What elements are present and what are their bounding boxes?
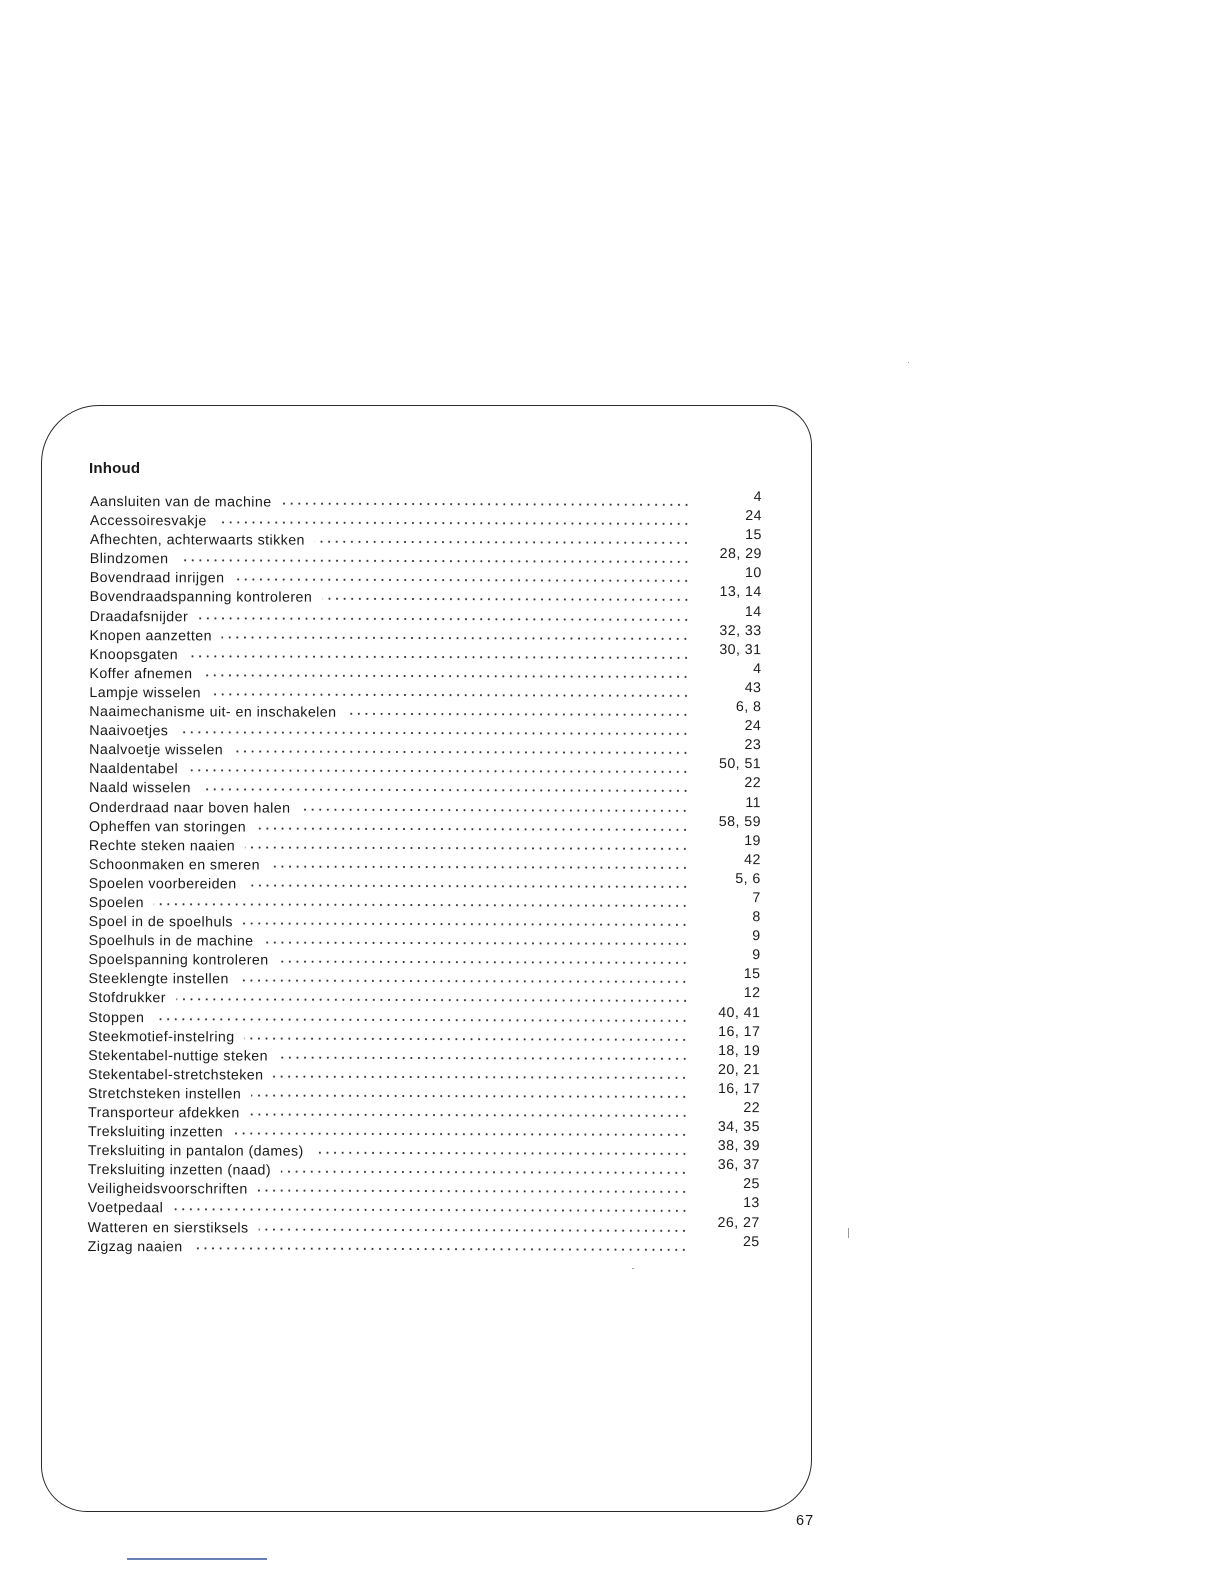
toc-entry-label: Stoppen — [88, 1009, 145, 1026]
dot-leader — [314, 1151, 688, 1156]
toc-entry — [88, 1004, 761, 1031]
toc-entry-page: 25 — [742, 1233, 760, 1250]
toc-entry-page: 23 — [744, 737, 762, 754]
toc-entry-page: 40, 41 — [718, 1004, 761, 1021]
dot-leader — [258, 1189, 688, 1194]
toc-entry-page: 58, 59 — [718, 813, 761, 830]
dot-leader — [178, 730, 689, 736]
toc-entry — [89, 565, 762, 591]
toc-entry — [88, 851, 761, 878]
toc-entry-page: 30, 31 — [719, 641, 762, 658]
toc-entry-label: Spoelen — [88, 894, 144, 912]
toc-list — [87, 489, 763, 1260]
dot-leader — [256, 826, 689, 831]
toc-heading: Inhoud — [89, 460, 141, 477]
toc-entry — [89, 737, 762, 763]
toc-entry — [89, 508, 762, 534]
toc-entry — [89, 775, 762, 801]
dot-leader — [245, 845, 689, 850]
dot-leader — [279, 960, 689, 965]
dot-leader — [173, 1208, 687, 1214]
toc-entry-label: Naalvoetje wisselen — [89, 742, 224, 759]
toc-entry-page: 15 — [743, 966, 761, 983]
toc-entry-page: 12 — [743, 985, 761, 1002]
toc-entry — [88, 832, 761, 859]
toc-entry-page: 5, 6 — [735, 870, 761, 887]
dot-leader — [251, 1093, 688, 1098]
dot-leader — [188, 654, 689, 660]
toc-entry-label: Voetpedaal — [87, 1200, 164, 1217]
toc-entry — [88, 947, 761, 973]
toc-entry-label: Spoelhuls in de machine — [88, 933, 254, 950]
toc-entry-page: 22 — [744, 775, 762, 792]
toc-entry-label: Rechte steken naaien — [88, 837, 236, 855]
dot-leader — [234, 578, 689, 583]
toc-entry — [88, 1080, 761, 1107]
dot-leader — [198, 616, 689, 622]
toc-entry — [89, 603, 762, 630]
toc-entry-label: Watteren en sierstiksels — [87, 1219, 249, 1237]
toc-entry — [88, 1061, 761, 1088]
toc-entry-page: 22 — [743, 1100, 761, 1117]
dot-leader — [239, 979, 689, 984]
toc-entry — [88, 813, 761, 840]
toc-entry — [88, 870, 761, 897]
toc-entry-page: 11 — [745, 794, 762, 811]
toc-entry-label: Accessoiresvakje — [89, 513, 207, 530]
dot-leader — [188, 769, 689, 775]
dot-leader — [233, 1132, 688, 1137]
toc-entry-page: 24 — [744, 718, 762, 735]
toc-entry-label: Knoopsgaten — [89, 646, 179, 664]
toc-entry — [87, 1138, 760, 1164]
toc-entry-page: 6, 8 — [735, 699, 762, 716]
dot-leader — [222, 635, 690, 640]
toc-entry-label: Steekmotief-instelring — [88, 1028, 235, 1046]
dot-leader — [178, 559, 689, 565]
toc-entry-label: Naald wisselen — [89, 780, 191, 797]
toc-entry — [87, 1233, 760, 1260]
toc-entry-page: 8 — [752, 909, 761, 926]
dot-leader — [300, 807, 689, 812]
toc-entry — [89, 660, 762, 687]
toc-entry-label: Stofdrukker — [88, 990, 166, 1007]
dot-leader — [201, 788, 689, 794]
toc-entry-page: 50, 51 — [718, 756, 762, 773]
toc-entry — [88, 909, 761, 935]
dot-leader — [193, 1246, 688, 1252]
toc-entry — [87, 1176, 760, 1202]
toc-entry — [89, 699, 762, 725]
toc-entry-label: Lampje wisselen — [89, 684, 202, 702]
toc-entry-label: Spoelen voorbereiden — [88, 875, 237, 893]
toc-entry-page: 34, 35 — [717, 1119, 761, 1136]
toc-entry-page: 25 — [743, 1176, 760, 1193]
toc-entry-label: Naaivoetjes — [89, 723, 169, 740]
toc-entry-page: 15 — [745, 527, 762, 544]
toc-entry — [89, 622, 762, 649]
dot-leader — [281, 1170, 688, 1175]
dot-leader — [233, 750, 689, 755]
toc-entry-label: Veiligheidsvoorschriften — [87, 1181, 248, 1198]
toc-entry-label: Naaldentabel — [89, 761, 179, 778]
toc-entry — [89, 489, 763, 515]
toc-entry — [88, 890, 761, 916]
dot-leader — [217, 520, 690, 525]
toc-entry-label: Stekentabel-nuttige steken — [88, 1047, 268, 1065]
toc-entry-page: 26, 27 — [717, 1214, 760, 1231]
toc-entry-page: 42 — [744, 851, 761, 868]
toc-entry-page: 13, 14 — [719, 584, 762, 601]
dot-leader — [247, 883, 689, 888]
toc-entry-label: Stretchsteken instellen — [88, 1085, 242, 1103]
toc-entry — [87, 1119, 761, 1145]
page-number: 67 — [796, 1513, 815, 1529]
toc-entry-page: 10 — [745, 565, 762, 582]
dot-leader — [278, 1055, 688, 1060]
toc-entry-page: 24 — [745, 508, 762, 525]
toc-entry-page: 16, 17 — [718, 1023, 761, 1040]
toc-entry-page: 19 — [744, 832, 761, 849]
toc-entry-page: 28, 29 — [719, 546, 762, 563]
dot-leader — [264, 941, 689, 946]
toc-entry — [88, 1023, 761, 1050]
toc-entry — [89, 584, 762, 610]
dot-leader — [322, 597, 689, 602]
toc-entry — [89, 546, 762, 572]
toc-entry — [88, 1042, 761, 1069]
toc-entry — [89, 641, 762, 668]
toc-entry-label: Schoonmaken en smeren — [88, 856, 260, 874]
toc-entry-label: Afhechten, achterwaarts stikken — [89, 532, 305, 549]
dot-leader — [250, 1113, 688, 1118]
footer-rule — [127, 1558, 267, 1560]
dot-leader — [154, 1017, 688, 1023]
dot-leader — [154, 902, 689, 908]
toc-entry — [88, 794, 762, 820]
toc-entry-label: Blindzomen — [89, 551, 169, 568]
scan-speck — [908, 362, 909, 363]
toc-entry-page: 43 — [744, 679, 762, 697]
dot-leader — [315, 540, 690, 545]
dot-leader — [282, 502, 690, 507]
toc-entry-page: 18, 19 — [718, 1042, 761, 1059]
toc-entry-label: Stekentabel-stretchsteken — [88, 1066, 264, 1084]
toc-entry-label: Zigzag naaien — [87, 1238, 183, 1255]
toc-entry-label: Spoelspanning kontroleren — [88, 952, 269, 969]
toc-entry-page: 7 — [752, 890, 761, 907]
toc-entry-label: Spoel in de spoelhuls — [88, 914, 234, 931]
toc-entry — [88, 1100, 761, 1126]
toc-entry-label: Koffer afnemen — [89, 665, 193, 683]
toc-entry-label: Bovendraadspanning kontroleren — [89, 589, 313, 607]
toc-entry-page: 14 — [744, 603, 762, 620]
toc-entry — [87, 1195, 760, 1221]
dot-leader — [202, 673, 689, 679]
dot-leader — [273, 1074, 688, 1079]
toc-entry — [87, 1214, 760, 1241]
toc-entry-page: 20, 21 — [718, 1061, 761, 1078]
toc-entry-label: Opheffen van storingen — [88, 818, 247, 836]
toc-entry-page: 9 — [752, 947, 761, 964]
toc-entry-label: Aansluiten van de machine — [89, 494, 272, 511]
toc-entry-label: Bovendraad inrijgen — [89, 570, 225, 587]
toc-entry — [88, 985, 761, 1011]
toc-entry — [87, 1157, 760, 1183]
toc-entry-page: 32, 33 — [719, 622, 762, 639]
toc-entry-page: 4 — [753, 660, 762, 677]
toc-entry-label: Onderdraad naar boven halen — [88, 799, 291, 817]
toc-entry-label: Draadafsnijder — [89, 608, 189, 625]
toc-entry — [89, 527, 762, 553]
toc-entry-page: 16, 17 — [717, 1080, 761, 1098]
toc-entry-label: Naaimechanisme uit- en inschakelen — [89, 704, 337, 721]
toc-entry — [89, 756, 762, 782]
dot-leader — [346, 712, 689, 717]
toc-entry — [89, 718, 762, 744]
toc-entry — [88, 928, 761, 954]
scan-speck — [848, 1228, 849, 1238]
toc-entry-label: Treksluiting in pantalon (dames) — [87, 1143, 304, 1160]
toc-entry-label: Knopen aanzetten — [89, 627, 212, 645]
dot-leader — [176, 998, 689, 1004]
dot-leader — [211, 692, 689, 698]
toc-entry-label: Treksluiting inzetten (naad) — [87, 1162, 272, 1179]
toc-entry-page: 38, 39 — [717, 1138, 760, 1155]
toc-entry-page: 36, 37 — [717, 1157, 760, 1174]
toc-entry-page: 13 — [743, 1195, 760, 1212]
dot-leader — [270, 864, 689, 869]
scan-speck — [632, 1268, 634, 1269]
toc-entry-page: 4 — [753, 489, 763, 506]
toc-entry — [89, 679, 762, 706]
toc-entry-label: Steeklengte instellen — [88, 971, 229, 988]
toc-entry — [88, 966, 761, 992]
dot-leader — [243, 922, 689, 927]
toc-entry-label: Treksluiting inzetten — [87, 1124, 224, 1141]
dot-leader — [259, 1227, 688, 1232]
toc-entry-label: Transporteur afdekken — [88, 1104, 240, 1122]
toc-entry-page: 9 — [752, 928, 761, 945]
dot-leader — [245, 1036, 689, 1041]
